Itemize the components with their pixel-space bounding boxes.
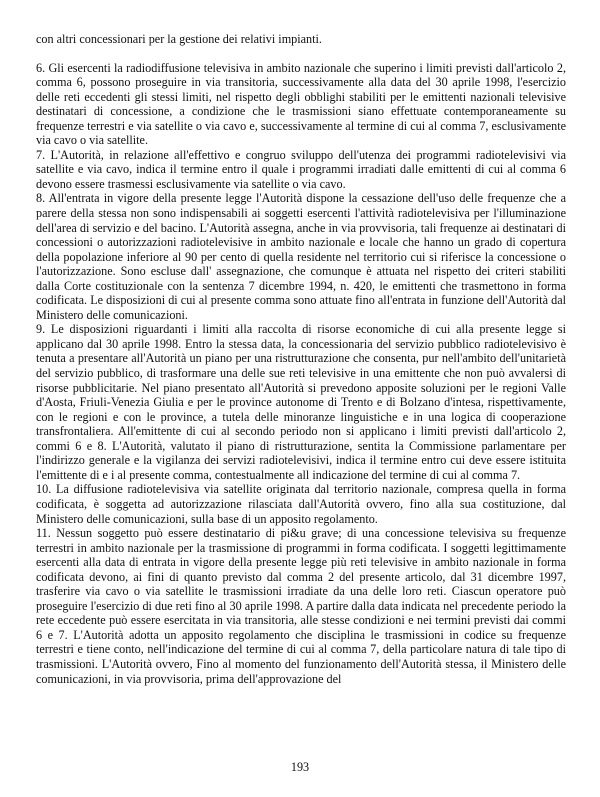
paragraph-7: 7. L'Autorità, in relazione all'effettivo e congruo sviluppo dell'utenza dei programmi radiotelevisivi via satellite e via cavo, indica il termine entro il quale i programmi irradiati dalle emittenti di cui al comma 6 devono essere trasmessi esclusivamente via satellite o via cavo. [36, 147, 566, 191]
paragraph-9: 9. Le disposizioni riguardanti i limiti alla raccolta di risorse economiche di cui alla presente legge si applicano dal 30 aprile 1998. Entro la stessa data, la concessionaria del servizio pubblico radiotelevisivo è tenuta a presentare all'Autorità un piano per una ristrutturazione che consenta, pur nell'ambito dell'unitarietà del servizio pubblico, di trasformare una delle sue reti televisive in una emittente che non può avvalersi di risorse pubblicitarie. Nel piano presentato all'Autorità si prevedono apposite soluzioni per le regioni Valle d'Aosta, Friuli-Venezia Giulia e per le province autonome di Trento e di Bolzano d'intesa, rispettivamente, con le regioni e con le province, a tutela delle minoranze linguistiche e in una logica di cooperazione transfrontaliera. All'emittente di cui al secondo periodo non si applicano i limiti previsti dall'articolo 2, commi 6 e 8. L'Autorità, valutato il piano di ristrutturazione, sentita la Commissione parlamentare per l'indirizzo generale e la vigilanza dei servizi radiotelevisivi, indica il termine entro cui deve essere istituita l'emittente di e i al presente comma, contestualmente all indicazione del termine di cui al comma 7. [36, 322, 566, 482]
paragraph-10: 10. La diffusione radiotelevisiva via satellite originata dal territorio nazionale, compresa quella in forma codificata, è soggetta ad autorizzazione rilasciata dall'Autorità ovvero, fino alla sua costituzione, dal Ministero delle comunicazioni, sulla base di un apposito regolamento. [36, 482, 566, 526]
document-body [36, 32, 566, 686]
paragraph-8: 8. All'entrata in vigore della presente legge l'Autorità dispone la cessazione dell'uso delle frequenze che a parere della stessa non sono indispensabili ai soggetti esercenti l'attività radiotelevisiva per l'illuminazione dell'area di servizio e del bacino. L'Autorità assegna, anche in via provvisoria, tali frequenze ai destinatari di concessioni o autorizzazioni radiotelevisive in ambito nazionale e locale che hanno un grado di copertura della popolazione inferiore al 90 per cento di quella residente nel territorio cui si riferisce la concessione o l'autorizzazione. Sono escluse dall' assegnazione, che comunque è attuata nel rispetto dei criteri stabiliti dalla Corte costituzionale con la sentenza 7 dicembre 1994, n. 420, le emittenti che trasmettono in forma codificata. Le disposizioni di cui al presente comma sono attuate fino all'entrata in funzione dell'Autorità dal Ministero delle comunicazioni. [36, 191, 566, 322]
page-number: 193 [290, 760, 310, 774]
paragraph-gap [36, 47, 566, 61]
paragraph-6: 6. Gli esercenti la radiodiffusione televisiva in ambito nazionale che superino i limiti previsti dall'articolo 2, comma 6, possono proseguire in via transitoria, successivamente alla data del 30 aprile 1998, l'esercizio delle reti eccedenti gli stessi limiti, nel rispetto degli obblighi stabiliti per le emittenti nazionali televisive destinatari di concessione, a condizione che le trasmissioni siano effettuate contemporaneamente su frequenze terrestri e via satellite o via cavo e, successivamente al termine di cui al comma 7, esclusivamente via cavo o via satellite. [36, 60, 566, 148]
intro-line: con altri concessionari per la gestione dei relativi impianti. [36, 32, 322, 46]
paragraph-11: 11. Nessun soggetto può essere destinatario di pi&u grave; di una concessione televisiva su frequenze terrestri in ambito nazionale per la trasmissione di programmi in forma codificata. I soggetti legittimamente esercenti alla data di entrata in vigore della presente legge più reti televisive in ambito nazionale in forma codificata devono, ai fini di quanto previsto dal comma 2 del presente articolo, dal 31 dicembre 1997, trasferire via cavo o via satellite le trasmissioni irradiate da una delle loro reti. Ciascun operatore può proseguire l'esercizio di due reti fino al 30 aprile 1998. A partire dalla data indicata nel precedente periodo la rete eccedente può essere esercitata in via transitoria, alle stesse condizioni e nei termini previsti dai commi 6 e 7. L'Autorità adotta un apposito regolamento che disciplina le trasmissioni in codice su frequenze terrestri e tiene conto, nell'indicazione del termine di cui al comma 7, della particolare natura di tale tipo di trasmissioni. L'Autorità ovvero, Fino al momento del funzionamento dell'Autorità stessa, il Ministero delle comunicazioni, in via provvisoria, prima dell'approvazione del [36, 526, 566, 686]
